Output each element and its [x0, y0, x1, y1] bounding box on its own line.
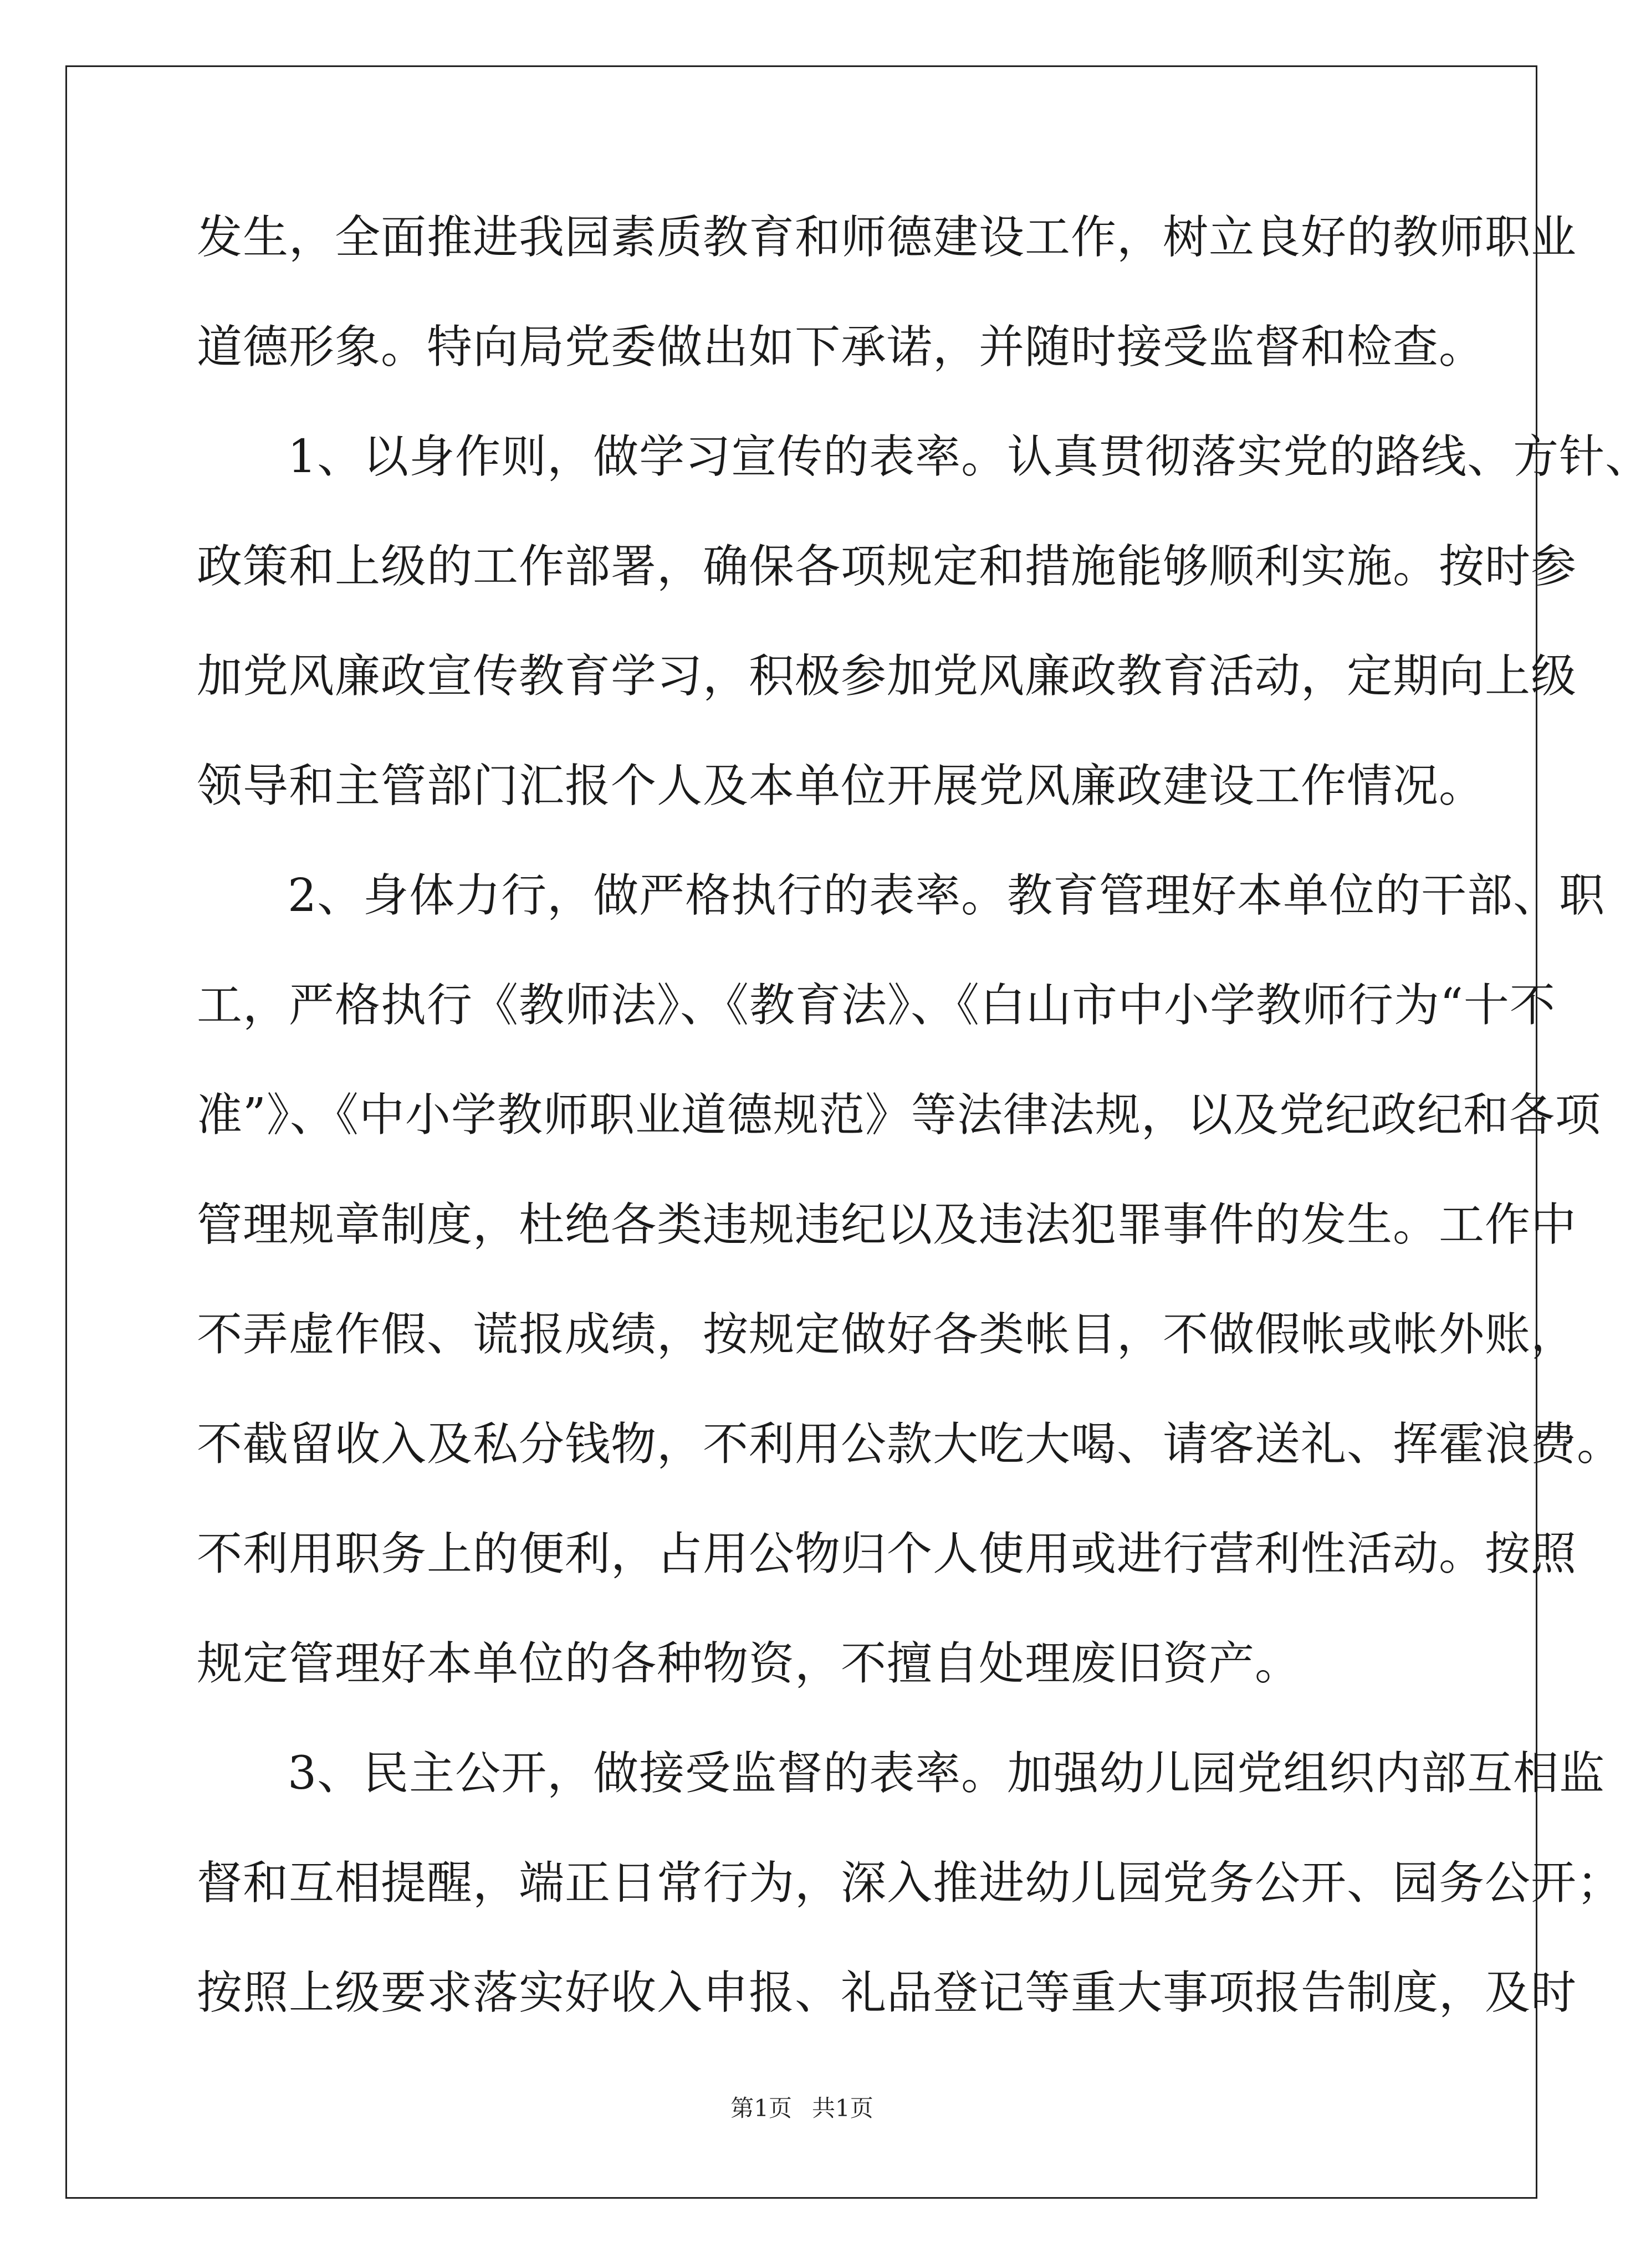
text-line: 按照上级要求落实好收入申报、礼品登记等重大事项报告制度，及时 — [197, 1967, 1577, 2019]
page-footer — [0, 2092, 1604, 2125]
text-line: 加党风廉政宣传教育学习，积极参加党风廉政教育活动，定期向上级 — [197, 650, 1577, 703]
page-total: 共1页 — [812, 2095, 873, 2122]
page-number: 第1页 — [730, 2095, 792, 2122]
document-body — [197, 183, 1651, 2048]
text-line: 不截留收入及私分钱物，不利用公款大吃大喝、请客送礼、挥霍浪费。 — [197, 1418, 1623, 1471]
text-line: 领导和主管部门汇报个人及本单位开展党风廉政建设工作情况。 — [197, 760, 1485, 812]
text-line: 发生，全面推进我园素质教育和师德建设工作，树立良好的教师职业 — [197, 211, 1577, 264]
text-line: 道德形象。特向局党委做出如下承诺，并随时接受监督和检查。 — [197, 321, 1485, 373]
paragraph-first-line: 3、民主公开，做接受监督的表率。加强幼儿园党组织内部互相监 — [288, 1747, 1606, 1800]
text-line: 不利用职务上的便利，占用公物归个人使用或进行营利性活动。按照 — [197, 1528, 1577, 1580]
text-line: 工，严格执行《教师法》、《教育法》、《白山市中小学教师行为“十不 — [197, 979, 1556, 1032]
paragraph-first-line: 1、以身作则，做学习宣传的表率。认真贯彻落实党的路线、方针、 — [288, 431, 1651, 483]
text-line: 不弄虚作假、谎报成绩，按规定做好各类帐目，不做假帐或帐外账， — [197, 1308, 1577, 1361]
text-line: 准”》、《中小学教师职业道德规范》等法律法规，以及党纪政纪和各项 — [197, 1089, 1601, 1141]
text-line: 政策和上级的工作部署，确保各项规定和措施能够顺利实施。按时参 — [197, 540, 1577, 593]
text-line: 督和互相提醒，端正日常行为，深入推进幼儿园党务公开、园务公开； — [197, 1857, 1623, 1909]
text-line: 管理规章制度，杜绝各类违规违纪以及违法犯罪事件的发生。工作中 — [197, 1199, 1577, 1251]
text-line: 规定管理好本单位的各种物资，不擅自处理废旧资产。 — [197, 1637, 1301, 1690]
paragraph-first-line: 2、身体力行，做严格执行的表率。教育管理好本单位的干部、职 — [288, 869, 1606, 922]
